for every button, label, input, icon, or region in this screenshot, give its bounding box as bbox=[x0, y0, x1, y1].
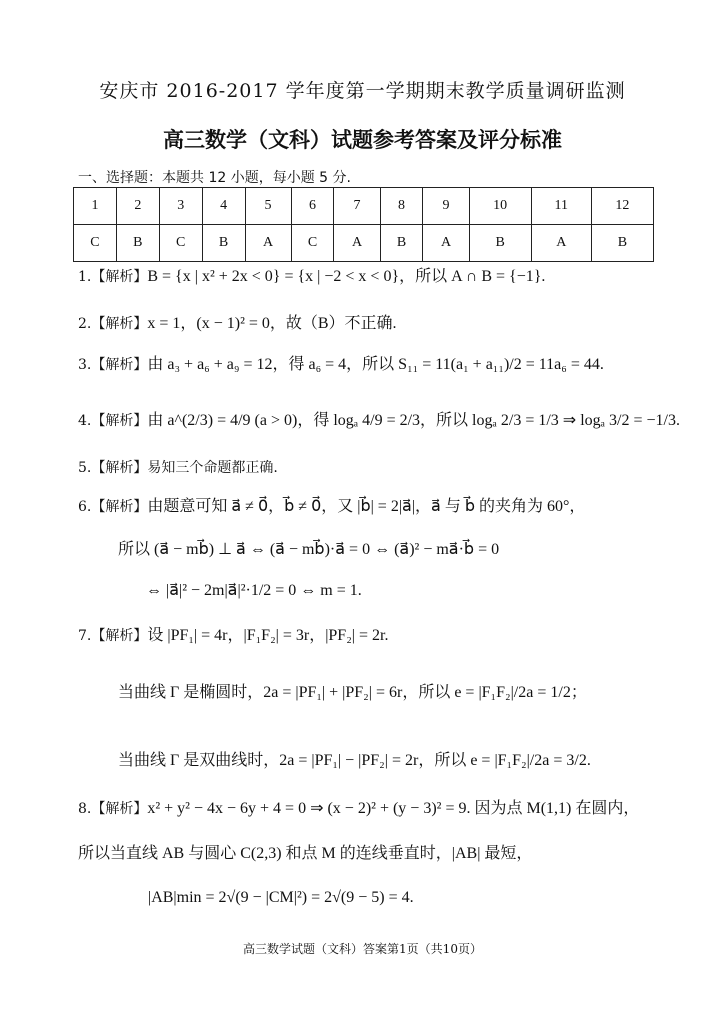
table-cell: 3 bbox=[159, 188, 202, 225]
table-cell: B bbox=[380, 225, 423, 262]
solution-6 bbox=[78, 498, 585, 516]
solution-text: 易知三个命题都正确. bbox=[147, 460, 278, 476]
table-cell: 6 bbox=[291, 188, 334, 225]
section-heading: 一、选择题：本题共 12 小题，每小题 5 分. bbox=[78, 170, 351, 186]
exam-header: 安庆市 2016-2017 学年度第一学期期末教学质量调研监测 bbox=[99, 80, 626, 102]
table-cell: 7 bbox=[334, 188, 380, 225]
table-cell: B bbox=[116, 225, 159, 262]
page-title: 高三数学（文科）试题参考答案及评分标准 bbox=[163, 128, 562, 152]
table-cell: 8 bbox=[380, 188, 423, 225]
table-cell: 2 bbox=[116, 188, 159, 225]
answer-row bbox=[74, 225, 654, 262]
solution-4 bbox=[78, 412, 680, 430]
solution-8-line3: |AB|min = 2√(9 − |CM|²) = 2√(9 − 5) = 4. bbox=[148, 889, 414, 906]
table-cell: C bbox=[74, 225, 117, 262]
solution-5 bbox=[78, 459, 278, 477]
solution-label: 6.【解析】 bbox=[78, 499, 148, 515]
solution-8 bbox=[78, 800, 639, 818]
solution-label: 8.【解析】 bbox=[78, 801, 148, 817]
answer-table bbox=[73, 187, 654, 262]
solution-label: 5.【解析】 bbox=[78, 460, 148, 476]
table-cell: A bbox=[423, 225, 469, 262]
solution-label: 3.【解析】 bbox=[78, 357, 148, 373]
solution-text: x = 1，(x − 1)² = 0，故（B）不正确. bbox=[147, 315, 397, 332]
solution-7-line2: 当曲线 Γ 是椭圆时，2a = |PF₁| + |PF₂| = 6r，所以 e = |F₁F₂|/2a = 1/2； bbox=[118, 684, 587, 701]
table-cell: 4 bbox=[202, 188, 245, 225]
table-cell: B bbox=[469, 225, 531, 262]
table-cell: B bbox=[591, 225, 653, 262]
solution-label: 1.【解析】 bbox=[78, 269, 148, 285]
solution-7 bbox=[78, 627, 388, 645]
solution-1 bbox=[78, 268, 545, 286]
solution-label: 4.【解析】 bbox=[78, 413, 148, 429]
table-cell: 12 bbox=[591, 188, 653, 225]
solution-text: 由题意可知 a⃗ ≠ 0⃗，b⃗ ≠ 0⃗，又 |b⃗| = 2|a⃗|，a⃗ 与 b⃗ 的夹角为 60°， bbox=[147, 498, 586, 515]
solution-2 bbox=[78, 315, 397, 333]
table-cell: 10 bbox=[469, 188, 531, 225]
solution-3 bbox=[78, 356, 604, 374]
solution-text: 由 a^(2/3) = 4/9 (a > 0)，得 logₐ 4/9 = 2/3，所以 logₐ 2/3 = 1/3 ⇒ logₐ 3/2 = −1/3. bbox=[147, 412, 680, 429]
solution-text: x² + y² − 4x − 6y + 4 = 0 ⇒ (x − 2)² + (y − 3)² = 9. 因为点 M(1,1) 在圆内， bbox=[147, 800, 640, 817]
solution-8-line2: 所以当直线 AB 与圆心 C(2,3) 和点 M 的连线垂直时，|AB| 最短， bbox=[78, 845, 533, 862]
solution-7-line3: 当曲线 Γ 是双曲线时，2a = |PF₁| − |PF₂| = 2r，所以 e = |F₁F₂|/2a = 3/2. bbox=[118, 752, 591, 769]
table-cell: 11 bbox=[531, 188, 591, 225]
solution-6-line2: 所以 (a⃗ − mb⃗) ⊥ a⃗ ⇔ (a⃗ − mb⃗)·a⃗ = 0 ⇔ (a⃗)² − ma⃗·b⃗ = 0 bbox=[118, 541, 500, 558]
table-cell: C bbox=[159, 225, 202, 262]
table-cell: 5 bbox=[245, 188, 291, 225]
solution-label: 2.【解析】 bbox=[78, 316, 148, 332]
table-cell: 9 bbox=[423, 188, 469, 225]
table-cell: C bbox=[291, 225, 334, 262]
solution-text: 由 a₃ + a₆ + a₉ = 12，得 a₆ = 4，所以 S₁₁ = 11(a₁ + a₁₁)/2 = 11a₆ = 44. bbox=[147, 356, 604, 373]
table-cell: A bbox=[245, 225, 291, 262]
solution-text: B = {x | x² + 2x < 0} = {x | −2 < x < 0}，所以 A ∩ B = {−1}. bbox=[147, 268, 546, 285]
table-cell: A bbox=[531, 225, 591, 262]
page-footer: 高三数学试题（文科）答案第1页（共10页） bbox=[243, 942, 482, 956]
solution-6-line3: ⇔ |a⃗|² − 2m|a⃗|²·1/2 = 0 ⇔ m = 1. bbox=[146, 582, 362, 599]
table-cell: 1 bbox=[74, 188, 117, 225]
question-number-row bbox=[74, 188, 654, 225]
table-cell: B bbox=[202, 225, 245, 262]
solution-label: 7.【解析】 bbox=[78, 628, 148, 644]
solution-text: 设 |PF₁| = 4r，|F₁F₂| = 3r，|PF₂| = 2r. bbox=[147, 627, 389, 644]
table-cell: A bbox=[334, 225, 380, 262]
